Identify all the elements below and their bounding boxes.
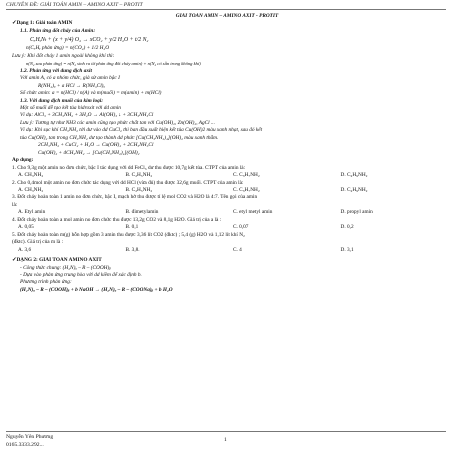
page-content [12, 13, 442, 294]
document-title: GIẢI TOÁN AMIN – AMINO AXIT - PROTIT [175, 13, 279, 19]
acid-formula: R(NH₂)ₐ + a HCl → R(NH₃Cl)ₐ [38, 82, 105, 89]
option-b: B. 0,1 [125, 224, 139, 231]
option-a: A. CH₃NH₂ [18, 186, 44, 193]
general-formula: - Công thức chung: (H₂N)ₐ – R – (COOH)ᵦ [20, 264, 111, 271]
option-a: A. 0,05 [18, 224, 34, 231]
reaction-label: Phương trình phản ứng: [20, 279, 72, 286]
footer-author-block [6, 433, 53, 449]
note-example-continued: tủa Cu(OH)₂ tan trong CH₃NH₂ dư tạo thành dd phức [Cu(CH₃NH₂)₄](OH)₂ màu xanh thẫm. [20, 134, 219, 141]
equation-2: Cu(OH)₂ + 4CH₃NH₂ → [Cu(CH₃NH₂)₄](OH)₂ [38, 149, 140, 156]
subsection-1-3: 1.3. Với dung dịch muối của kim loại: [20, 97, 104, 104]
subsection-1-1: 1.1. Phản ứng đốt cháy của Amin: [20, 27, 96, 34]
equation-1: 2CH₃NH₂ + CuCl₂ + H₂O → Cu(OH)₂ + 2CH₃NH₃Cl [38, 142, 154, 149]
option-b: B. 3,8. [125, 246, 140, 253]
page-number: 1 [224, 437, 227, 443]
running-header: CHUYÊN ĐỀ: GIẢI TOÁN AMIN – AMINO AXIT – PROTIT [6, 2, 446, 10]
exercise-3-question-continued: là: [12, 201, 18, 208]
option-d: D. 0,2 [340, 224, 354, 231]
option-c: C. C₃H₇NH₂ [233, 172, 260, 179]
option-b: B. C₂H₅NH₂ [125, 186, 153, 193]
exercise-3-options [12, 209, 442, 216]
exercise-2-options [12, 187, 442, 194]
section2-heading: ✓DẠNG 2: GIẢI TOÁN AMINO AXIT [12, 257, 102, 264]
exercise-5-question-continued: (đktc). Giá trị của m là : [12, 239, 64, 246]
option-d: D. C₄H₉NH₂ [340, 186, 368, 193]
section1-heading: ✓Dạng 1: Giải toán AMIN [12, 20, 73, 27]
subsection-1-2: 1.2. Phản ứng với dung dịch axit [20, 67, 92, 74]
metal-salt-example: Ví dụ: AlCl₃ + 3CH₃NH₂ + 3H₂O → Al(OH)₃ ↓ + 3CH₃NH₃Cl [20, 112, 154, 119]
reaction-equation: (H₂N)ₐ – R – (COOH)ᵦ + b NaOH → (H₂N)ₐ – R – (COONa)ᵦ + b H₂O [20, 286, 173, 293]
exercise-1-options [12, 172, 442, 179]
mole-formula: n(CₓHᵧ phản ứng) = n(CO₂) + 1/2 H₂O [26, 45, 110, 52]
option-a: A. 3,6 [18, 246, 32, 253]
exercises-label: Áp dụng: [12, 157, 34, 164]
note-complex: Lưu ý: Tương tự như NH3 các amin cũng tạo phức chất tan với Cu(OH)₂, Zn(OH)₂, AgCl ... [20, 119, 215, 126]
option-b: B. C₂H₅NH₂ [125, 172, 153, 179]
note-combustion: Lưu ý: Khi đốt cháy 1 amin ngoài không khí thì: [12, 52, 115, 59]
footer-phone: 0165.3333.292... [6, 442, 44, 448]
metal-salt-text: Một số muối dễ tạo kết tủa hidroxit với dd amin [20, 104, 121, 111]
note-combustion-formula: n(N₂ sau phản ứng) = n(N₂ sinh ra từ phản ứng đốt cháy amin) + n(N₂ có sẵn trong không khí) [26, 61, 201, 67]
option-c: C. C₃H₇NH₂ [233, 186, 260, 193]
option-d: D. propyl amin [340, 209, 373, 216]
note-example: Ví dụ: Khi sục khí CH₃NH₂ tới dư vào dd CuCl₂ thì ban đầu xuất hiện kết tủa Cu(OH)2 màu xanh nhạt, sau đó kết [20, 127, 263, 134]
exercise-3-question: 3. Đốt cháy hoàn toàn 1 amin no đơn chức, bậc I, mạch hở thu được tỉ lệ mol CO2 và H2O là 4:7. Tên gọi của amin [12, 194, 258, 201]
option-c: C. 4 [233, 246, 242, 253]
exercise-1-question: 1. Cho 9,3g một amin no đơn chức, bậc I tác dụng với dd FeCl₃ dư thu được 10,7g kết tủa. CTPT của amin là: [12, 164, 246, 171]
option-d: D. 3,1 [340, 246, 354, 253]
option-a: A. CH₃NH₂ [18, 172, 44, 179]
acid-text: Với amin A, có a nhóm chức, giả sử amin bậc I [20, 75, 120, 82]
option-c: C. etyl metyl amin [233, 209, 273, 216]
exercise-4-question: 4. Đốt cháy hoàn toàn a mol amin no đơn chức thu được 13,2g CO2 và 8,1g H2O. Giá trị của a là : [12, 216, 222, 223]
exercise-5-options [12, 247, 442, 254]
combustion-formula: CₓHᵧNₜ + (x + y/4) O₂ → xCO₂ + y/2 H₂O + t/2 N₂ [30, 37, 149, 44]
exercise-2-question: 2. Cho 0,4mol một amin no đơn chức tác dụng với dd HCl (vừa đủ) thu được 32,6g muối. CTPT của amin là: [12, 179, 244, 186]
amine-count-formula: Số chức amin: a = n(HCl) / n(A) và m(muối) = m(amin) + m(HCl) [20, 90, 162, 97]
footer-author: Nguyễn Yên Phương [6, 434, 54, 440]
footer-divider [6, 431, 446, 432]
option-b: B. đimetylamin [125, 209, 159, 216]
exercise-4-options [12, 224, 442, 231]
neutralization-text: - Dựa vào phản ứng trung hòa với dd kiềm để xác định b. [20, 271, 142, 278]
option-a: A. Etyl amin [18, 209, 46, 216]
exercise-5-question: 5. Đốt cháy hoàn toàn m(g) hỗn hợp gồm 3 amin thu được 3,36 lít CO2 (đktc) ; 5,4 (g) H2O và 1,12 lít khí N₂ [12, 231, 245, 238]
option-c: C. 0,07 [233, 224, 249, 231]
option-d: D. C₄H₉NH₂ [340, 172, 368, 179]
